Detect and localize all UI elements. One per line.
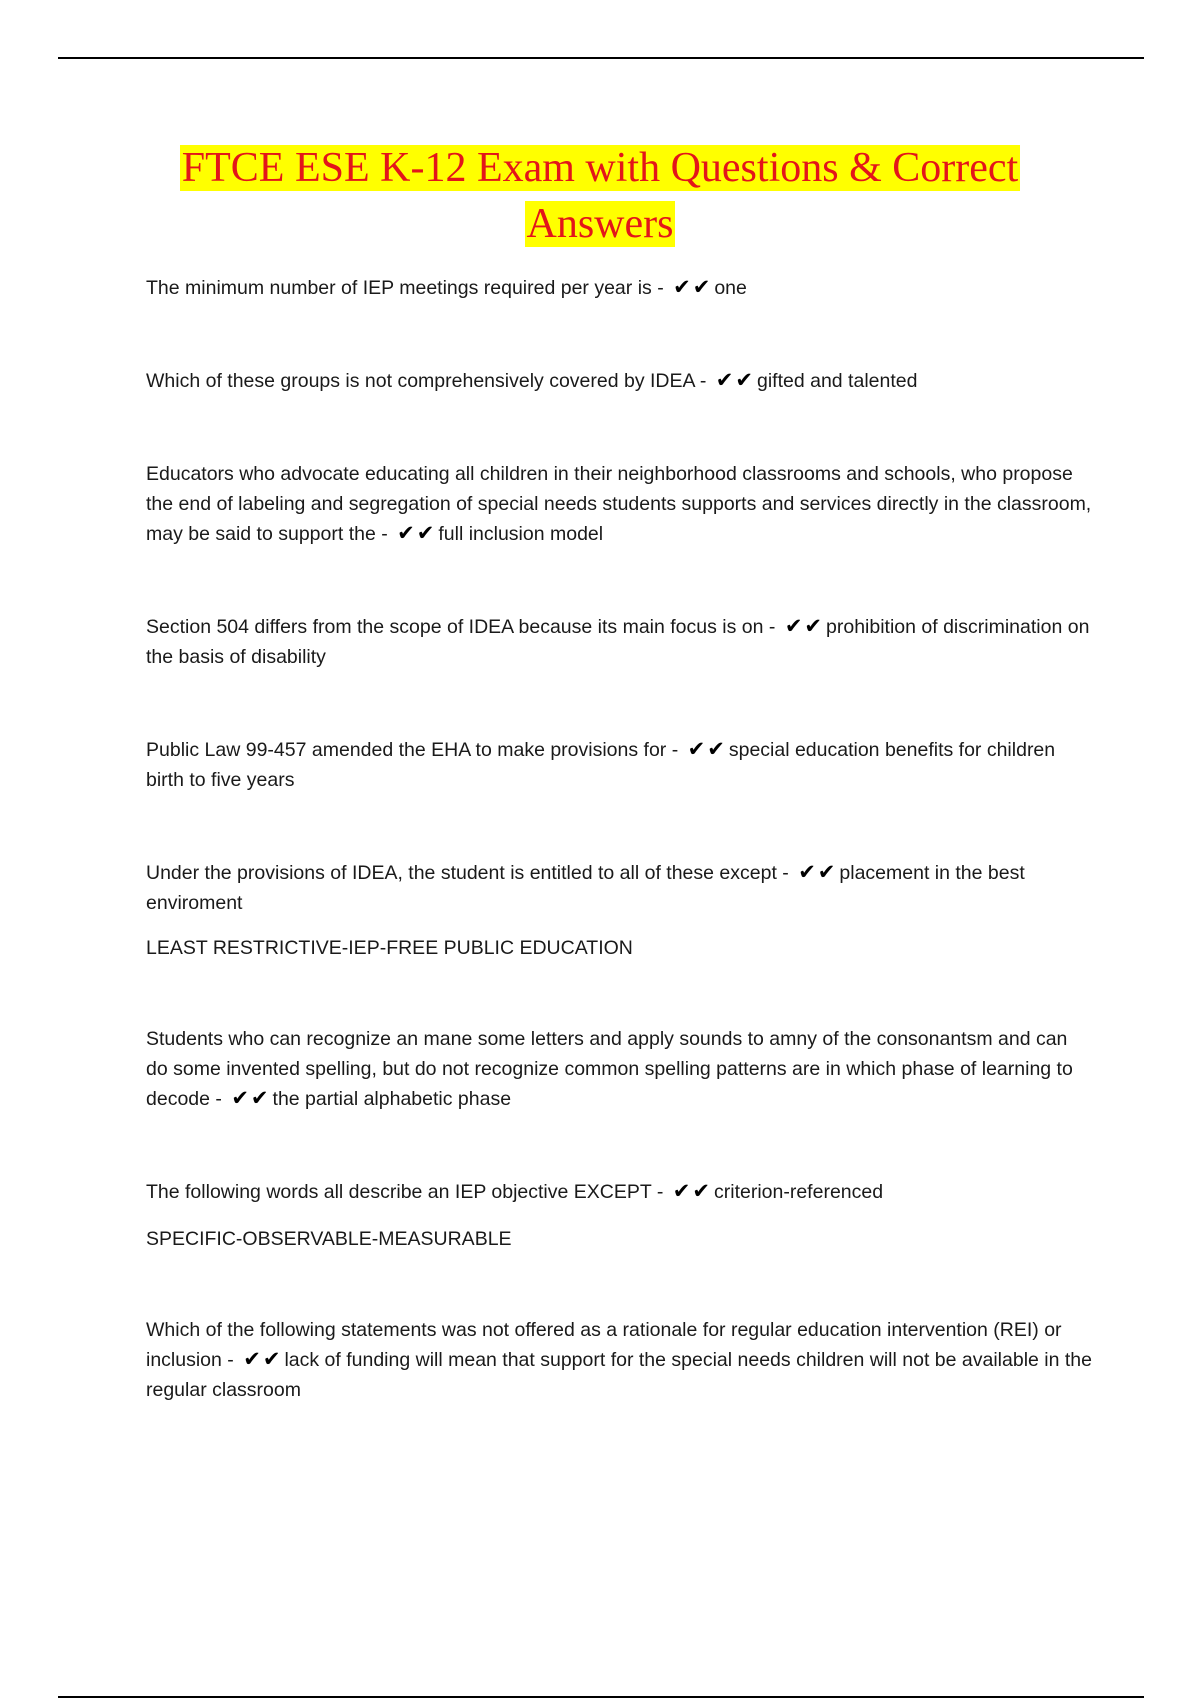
title-line-2: Answers [526, 201, 674, 247]
answer-note: LEAST RESTRICTIVE-IEP-FREE PUBLIC EDUCATION [146, 937, 633, 959]
question-text: Educators who advocate educating all children in their neighborhood classrooms and schools, who propose the end of labeling and segregation of special needs students supports and services directly in the classroom, may be said to support the [146, 463, 1092, 545]
answer-text: gifted and talented [756, 370, 918, 392]
question-text: Students who can recognize an mane some letters and apply sounds to amny of the consonantsm and can do some invented spelling, but do not recognize common spelling patterns are in which phase of learning to decode [146, 1028, 1073, 1110]
question-text: Section 504 differs from the scope of IDEA because its main focus is on [146, 616, 764, 638]
answer-text: the partial alphabetic phase [272, 1088, 512, 1110]
qa-item-1 [146, 273, 1092, 303]
qa-item-5 [146, 735, 1092, 795]
qa-item-8 [146, 1177, 1092, 1207]
document-title [100, 140, 1100, 252]
double-check-icon: ✔✔ [687, 738, 727, 761]
separator: - [776, 862, 795, 884]
double-check-icon: ✔✔ [673, 276, 713, 299]
double-check-icon: ✔✔ [397, 522, 437, 545]
qa-item-7 [146, 1024, 1092, 1114]
double-check-icon: ✔✔ [798, 861, 838, 884]
separator: - [694, 370, 712, 392]
double-check-icon: ✔✔ [672, 1180, 712, 1203]
title-line-1: FTCE ESE K-12 Exam with Questions & Correct [181, 145, 1019, 191]
answer-text: prohibition of discrimination on the basis of disability [146, 616, 1090, 668]
qa-item-6 [146, 858, 1092, 918]
answer-text: one [714, 277, 747, 299]
double-check-icon: ✔✔ [243, 1348, 283, 1371]
answer-text: placement in the best enviroment [146, 862, 1025, 914]
double-check-icon: ✔✔ [715, 369, 755, 392]
separator: - [666, 739, 684, 761]
question-text: Public Law 99-457 amended the EHA to make provisions for [146, 739, 667, 761]
qa-item-3 [146, 459, 1092, 549]
separator: - [375, 523, 394, 545]
qa-item-9 [146, 1315, 1092, 1405]
question-text: The following words all describe an IEP objective EXCEPT [146, 1181, 652, 1203]
separator: - [651, 277, 670, 299]
answer-text: criterion-referenced [714, 1181, 884, 1203]
separator: - [651, 1181, 669, 1203]
qa-item-4 [146, 612, 1092, 672]
question-text: Under the provisions of IDEA, the student is entitled to all of these except [146, 862, 777, 884]
double-check-icon: ✔✔ [784, 615, 825, 638]
answer-text: special education benefits for children birth to five years [146, 739, 1056, 791]
qa-item-2 [146, 366, 1092, 396]
question-text: The minimum number of IEP meetings required per year is [146, 277, 652, 299]
answer-text: lack of funding will mean that support for the special needs children will not be available in the regular classroom [146, 1349, 1092, 1401]
answer-text: full inclusion model [438, 523, 604, 545]
separator: - [763, 616, 781, 638]
separator: - [209, 1088, 228, 1110]
answer-note: SPECIFIC-OBSERVABLE-MEASURABLE [146, 1228, 512, 1250]
question-text: Which of the following statements was not offered as a rationale for regular education intervention (REI) or inclusion [146, 1319, 1062, 1371]
separator: - [221, 1349, 240, 1371]
top-rule [58, 57, 1144, 59]
double-check-icon: ✔✔ [231, 1087, 271, 1110]
question-text: Which of these groups is not comprehensively covered by IDEA [146, 370, 695, 392]
bottom-rule [58, 1696, 1144, 1698]
